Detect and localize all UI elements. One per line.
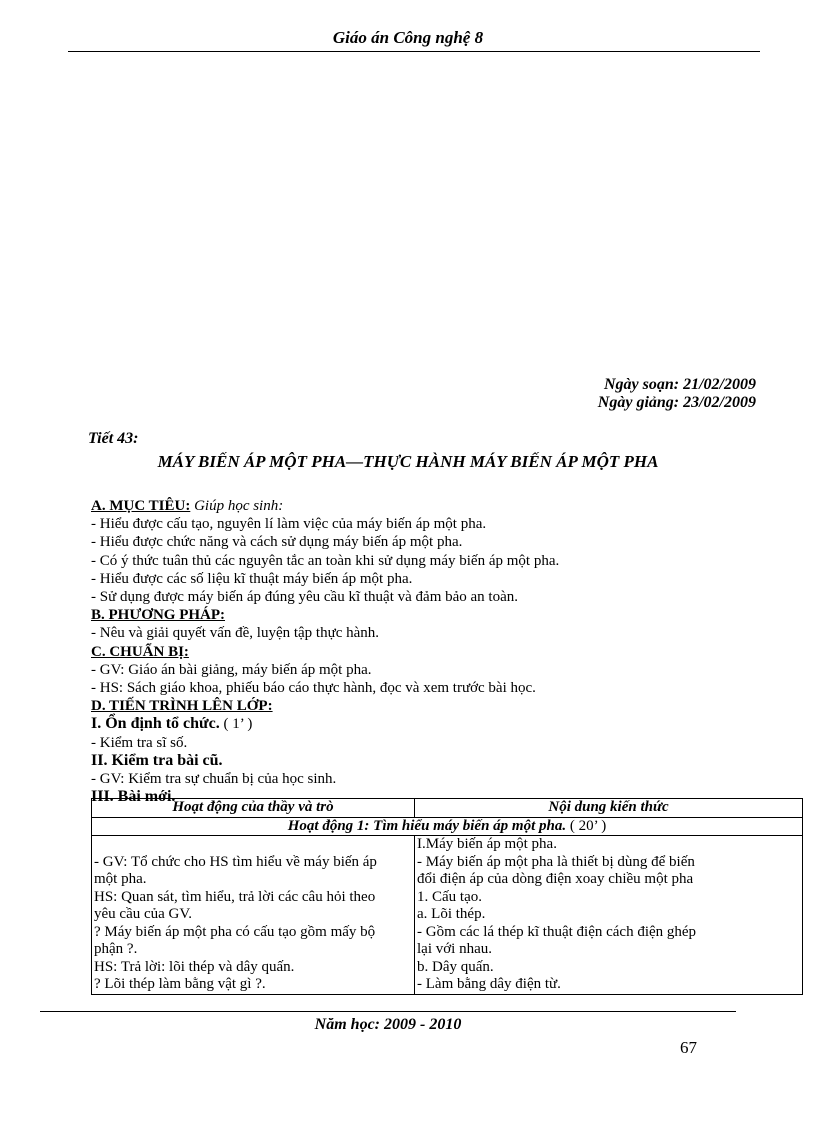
table-cell-right xyxy=(415,836,803,995)
page-number: 67 xyxy=(680,1038,697,1057)
date-taught: Ngày giảng: 23/02/2009 xyxy=(597,394,756,411)
header-title: Giáo án Công nghệ 8 xyxy=(332,28,484,47)
table-line: - Máy biến áp một pha là thiết bị dùng để biến xyxy=(417,853,695,870)
lesson-title: MÁY BIẾN ÁP MỘT PHA—THỰC HÀNH MÁY BIẾN ÁP MỘT PHA xyxy=(157,452,659,471)
section-b-heading: B. PHƯƠNG PHÁP: xyxy=(91,607,226,624)
list-item: - Có ý thức tuân thủ các nguyên tắc an toàn khi sử dụng máy biến áp một pha. xyxy=(91,552,560,569)
section-a-sub: Giúp học sinh: xyxy=(190,498,284,514)
list-item: - Hiểu được chức năng và cách sử dụng máy biến áp một pha. xyxy=(91,534,463,551)
table-line: HS: Quan sát, tìm hiểu, trả lời các câu hỏi theo xyxy=(94,888,376,905)
table-line: 1. Cấu tạo. xyxy=(417,888,482,905)
activity-title: Hoạt động 1: Tìm hiểu máy biến áp một pha. xyxy=(287,817,567,834)
list-item: - GV: Kiểm tra sự chuẩn bị của học sinh. xyxy=(91,771,337,788)
table-line: phận ?. xyxy=(94,941,138,957)
table-line xyxy=(94,836,412,854)
footer-year: Năm học: 2009 - 2010 xyxy=(314,1016,462,1033)
date-prepared: Ngày soạn: 21/02/2009 xyxy=(604,376,756,393)
table-line: a. Lõi thép. xyxy=(417,906,486,922)
activity-time: ( 20’ ) xyxy=(566,817,607,834)
lesson-table xyxy=(91,798,803,995)
section-d-heading: D. TIẾN TRÌNH LÊN LỚP: xyxy=(91,698,273,715)
footer-rule xyxy=(40,1011,736,1012)
table-cell-left xyxy=(92,836,415,995)
list-item: - Hiểu được các số liệu kĩ thuật máy biến áp một pha. xyxy=(91,570,413,587)
subsection-3-heading: III. Bài mới. xyxy=(91,788,176,806)
table-line: I.Máy biến áp một pha. xyxy=(417,836,557,852)
subsection-1-heading: I. Ổn định tổ chức. xyxy=(91,715,220,733)
table-header-teacher-student: Hoạt động của thầy và trò xyxy=(92,799,415,818)
table-line: lại với nhau. xyxy=(417,941,492,957)
table-header-content: Nội dung kiến thức xyxy=(415,799,803,818)
table-line: - Gồm các lá thép kĩ thuật điện cách điện ghép xyxy=(417,923,697,940)
list-item: - Sử dụng được máy biến áp đúng yêu cầu kĩ thuật và đảm bảo an toàn. xyxy=(91,589,519,606)
section-c-heading: C. CHUẨN BỊ: xyxy=(91,643,189,660)
section-a-heading-line xyxy=(91,497,559,515)
table-activity-row xyxy=(92,817,803,836)
subsection-1-time: ( 1’ ) xyxy=(219,716,253,733)
table-line: một pha. xyxy=(94,871,147,887)
table-line: đổi điện áp của dòng điện xoay chiều một pha xyxy=(417,871,694,887)
table-line: ? Máy biến áp một pha có cấu tạo gồm mấy bộ xyxy=(94,923,376,940)
lesson-period: Tiết 43: xyxy=(88,430,139,447)
table-line: HS: Trả lời: lõi thép và dây quấn. xyxy=(94,958,295,975)
header-rule xyxy=(68,51,760,52)
table-activity-cell xyxy=(92,817,803,836)
table-row xyxy=(92,836,803,995)
table-header-row xyxy=(92,799,803,818)
subsection-1-line xyxy=(91,715,559,733)
list-item: - Kiểm tra sĩ số. xyxy=(91,734,188,751)
lesson-body xyxy=(91,497,559,806)
section-a-heading: A. MỤC TIÊU: xyxy=(91,498,191,514)
list-item: - Hiểu được cấu tạo, nguyên lí làm việc của máy biến áp một pha. xyxy=(91,516,487,533)
table-line: b. Dây quấn. xyxy=(417,958,494,975)
list-item: - HS: Sách giáo khoa, phiếu báo cáo thực hành, đọc và xem trước bài học. xyxy=(91,680,536,697)
subsection-2-heading: II. Kiểm tra bài cũ. xyxy=(91,751,223,769)
list-item: - Nêu và giải quyết vấn đề, luyện tập thực hành. xyxy=(91,625,380,642)
table-line: - GV: Tổ chức cho HS tìm hiểu về máy biến áp xyxy=(94,853,377,870)
list-item: - GV: Giáo án bài giảng, máy biến áp một pha. xyxy=(91,661,372,678)
table-line: ? Lõi thép làm bằng vật gì ?. xyxy=(94,976,266,992)
table-line: yêu cầu của GV. xyxy=(94,906,193,922)
table-line: - Làm bằng dây điện từ. xyxy=(417,976,561,992)
